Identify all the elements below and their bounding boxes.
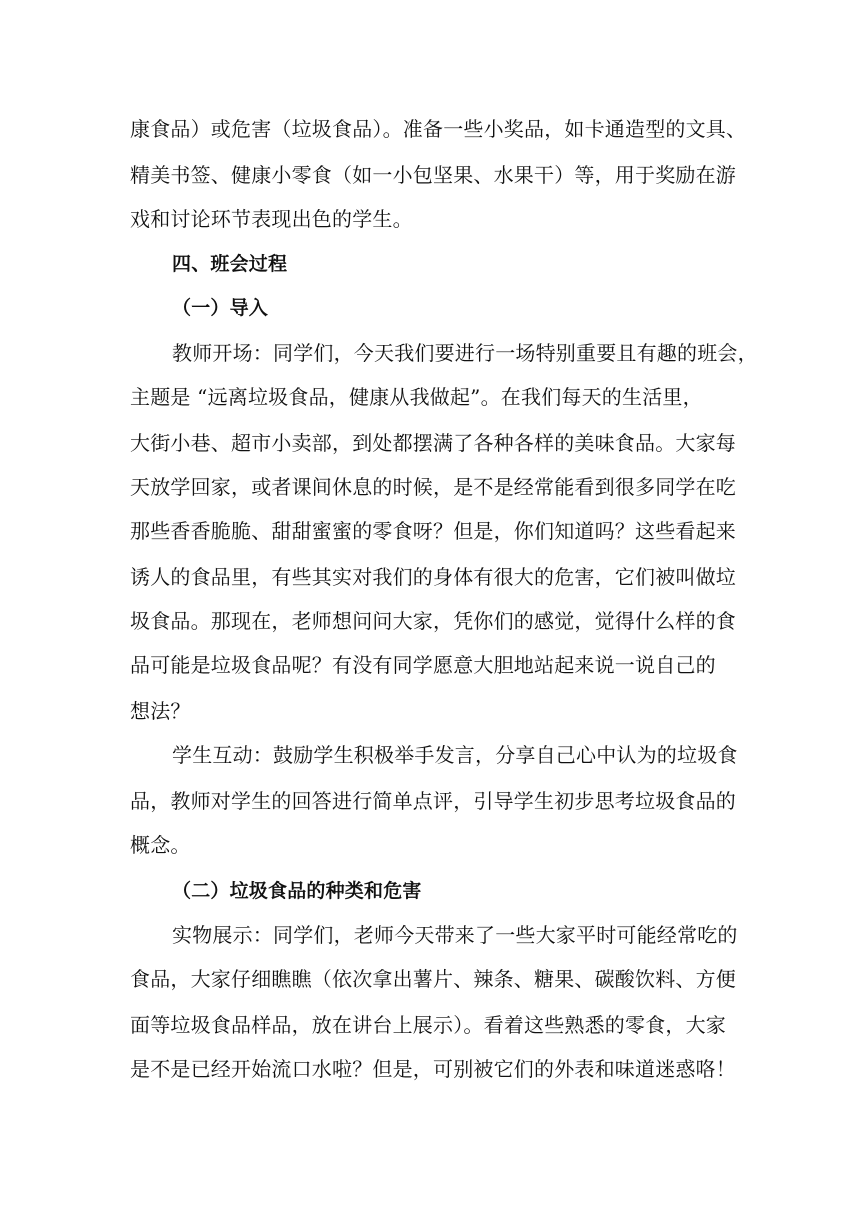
- paragraph-line: 诱人的食品里，有些其实对我们的身体有很大的危害，它们被叫做垃: [130, 565, 736, 589]
- paragraph-line: 主题是 “远离垃圾食品，健康从我做起”。在我们每天的生活里，: [130, 385, 703, 409]
- subsection-heading: （二）垃圾食品的种类和危害: [172, 880, 422, 902]
- paragraph-line: 大街小巷、超市小卖部，到处都摆满了各种各样的美味食品。大家每: [130, 431, 736, 455]
- paragraph-line: 康食品）或危害（垃圾食品）。准备一些小奖品，如卡通造型的文具、: [130, 117, 747, 141]
- paragraph-line: 食品，大家仔细瞧瞧（依次拿出薯片、辣条、糖果、碳酸饮料、方便: [130, 967, 736, 991]
- paragraph-line: 戏和讨论环节表现出色的学生。: [130, 207, 413, 231]
- paragraph-line: 面等垃圾食品样品，放在讲台上展示）。看着这些熟悉的零食，大家: [130, 1013, 726, 1037]
- paragraph-line: 概念。: [130, 833, 191, 857]
- paragraph-line: 想法？: [130, 699, 191, 723]
- paragraph-line: 天放学回家，或者课间休息的时候，是不是经常能看到很多同学在吃: [130, 475, 736, 499]
- paragraph-line: 那些香香脆脆、甜甜蜜蜜的零食呀？但是，你们知道吗？这些看起来: [130, 519, 736, 543]
- paragraph-line: 精美书签、健康小零食（如一小包坚果、水果干）等，用于奖励在游: [130, 163, 736, 187]
- paragraph-line: 品，教师对学生的回答进行简单点评，引导学生初步思考垃圾食品的: [130, 789, 736, 813]
- subsection-heading: （一）导入: [172, 297, 269, 319]
- paragraph-line: 实物展示：同学们，老师今天带来了一些大家平时可能经常吃的: [172, 923, 738, 947]
- section-heading: 四、班会过程: [172, 253, 288, 275]
- paragraph-line: 圾食品。那现在，老师想问问大家，凭你们的感觉，觉得什么样的食: [130, 609, 736, 633]
- paragraph-line: 是不是已经开始流口水啦？但是，可别被它们的外表和味道迷惑咯！: [130, 1057, 736, 1081]
- paragraph-line: 教师开场：同学们，今天我们要进行一场特别重要且有趣的班会，: [172, 341, 758, 365]
- paragraph-line: 学生互动：鼓励学生积极举手发言，分享自己心中认为的垃圾食: [172, 743, 738, 767]
- paragraph-line: 品可能是垃圾食品呢？有没有同学愿意大胆地站起来说一说自己的: [130, 653, 716, 677]
